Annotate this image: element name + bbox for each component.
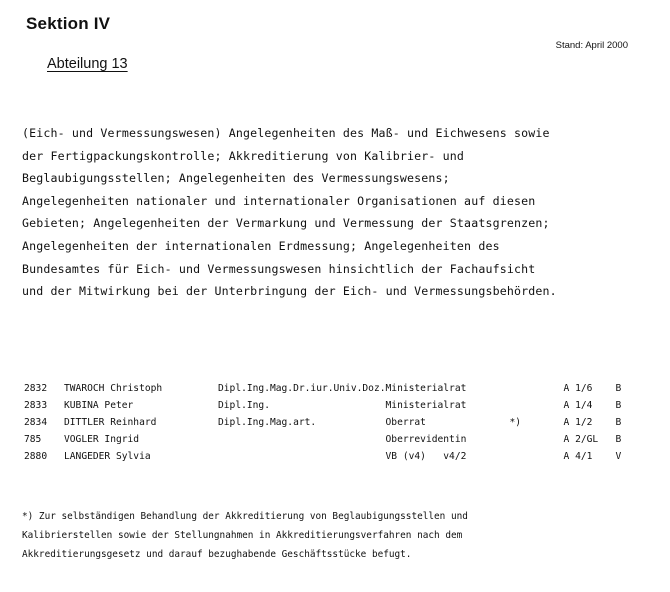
staff-grade: A 2/GL: [563, 434, 599, 445]
staff-footnote-mark: [510, 431, 564, 448]
staff-position: Ministerialrat: [385, 400, 467, 411]
staff-title: [218, 448, 386, 465]
staff-grade: A 1/6: [563, 383, 593, 394]
staff-position: Oberrat: [385, 417, 426, 428]
staff-name: DITTLER Reinhard: [64, 417, 157, 428]
staff-position: VB (v4) v4/2: [385, 451, 467, 462]
staff-position: Oberrevidentin: [385, 434, 467, 445]
department-description: [22, 122, 662, 303]
staff-position: Ministerialrat: [385, 383, 467, 394]
staff-title: Dipl.Ing.Mag.art.: [218, 417, 317, 428]
staff-category: V: [615, 451, 622, 462]
department-title: Abteilung 13: [47, 56, 128, 72]
table-row: [24, 380, 636, 397]
description-line: Bundesamtes für Eich- und Vermessungswesen hinsichtlich der Fachaufsicht: [22, 261, 536, 276]
section-title: Sektion IV: [26, 14, 111, 33]
footnote-line: *) Zur selbständigen Behandlung der Akkreditierung von Beglaubigungsstellen und: [22, 511, 468, 522]
staff-category: B: [615, 400, 622, 411]
staff-name: VOGLER Ingrid: [64, 434, 140, 445]
description-line: (Eich- und Vermessungswesen) Angelegenheiten des Maß- und Eichwesens sowie: [22, 126, 550, 140]
staff-id: 785: [24, 434, 42, 445]
staff-name: TWAROCH Christoph: [64, 383, 163, 394]
description-line: und der Mitwirkung bei der Unterbringung der Eich- und Vermessungsbehörden.: [22, 284, 557, 299]
staff-table: [24, 380, 636, 465]
staff-name: KUBINA Peter: [64, 400, 134, 411]
staff-id: 2834: [24, 417, 48, 428]
staff-footnote-mark: [510, 448, 564, 465]
staff-id: 2833: [24, 400, 48, 411]
staff-grade: A 4/1: [563, 451, 593, 462]
staff-category: B: [615, 434, 622, 445]
staff-category: B: [615, 383, 622, 394]
staff-category: B: [615, 417, 622, 428]
staff-name: LANGEDER Sylvia: [64, 451, 151, 462]
staff-title: Dipl.Ing.: [218, 400, 270, 411]
description-line: Angelegenheiten der internationalen Erdmessung; Angelegenheiten des: [22, 238, 500, 253]
staff-footnote-mark: *): [509, 417, 522, 428]
staff-grade: A 1/4: [563, 400, 593, 411]
description-line: Gebieten; Angelegenheiten der Vermarkung und Vermessung der Staatsgrenzen;: [22, 216, 550, 231]
staff-footnote-mark: [510, 380, 564, 397]
staff-id: 2832: [24, 383, 48, 394]
description-line: der Fertigpackungskontrolle; Akkreditierung von Kalibrier- und: [22, 148, 465, 163]
staff-id: 2880: [24, 451, 48, 462]
table-row: [24, 414, 636, 431]
description-line: Angelegenheiten nationaler und internationaler Organisationen auf diesen: [22, 193, 536, 208]
staff-grade: A 1/2: [563, 417, 593, 428]
status-date: Stand: April 2000: [555, 40, 628, 51]
staff-title: Dipl.Ing.Mag.Dr.iur.Univ.Doz.: [218, 383, 386, 394]
footnote-line: Kalibrierstellen sowie der Stellungnahmen in Akkreditierungsverfahren nach dem: [22, 530, 463, 541]
description-line: Beglaubigungsstellen; Angelegenheiten des Vermessungswesens;: [22, 171, 450, 186]
table-row: [24, 431, 636, 448]
staff-footnote-mark: [510, 397, 564, 414]
table-row: [24, 397, 636, 414]
staff-title: [218, 431, 386, 448]
footnote-line: Akkreditierungsgesetz und darauf bezughabende Geschäftsstücke befugt.: [22, 549, 412, 560]
table-row: [24, 448, 636, 465]
footnote: [22, 507, 468, 564]
